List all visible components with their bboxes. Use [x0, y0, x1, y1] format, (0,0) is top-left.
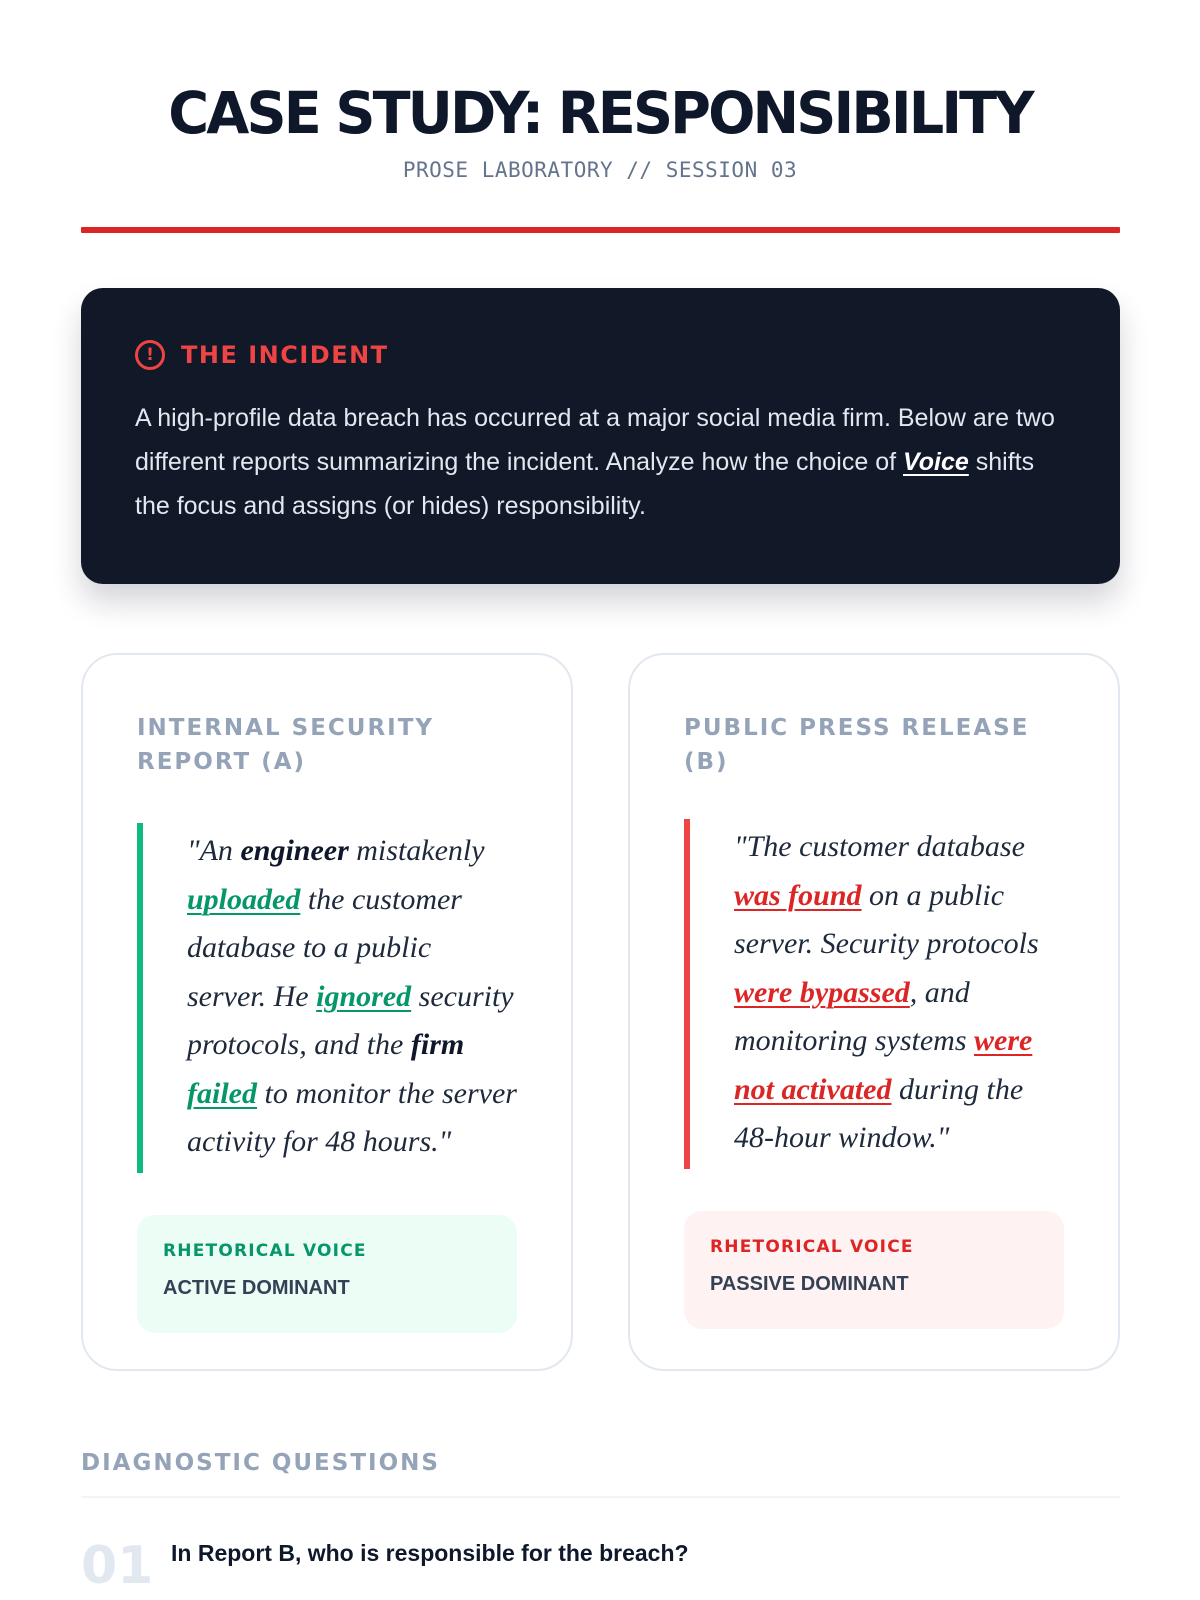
- quote-text: to monitor the server activity for 48 hours.": [187, 1076, 517, 1158]
- passive-verb-highlight: was found: [734, 878, 862, 912]
- page-header: [0, 0, 1200, 182]
- report-a-card: [81, 653, 573, 1371]
- voice-value: ACTIVE DOMINANT: [163, 1276, 350, 1299]
- voice-value: PASSIVE DOMINANT: [710, 1272, 909, 1295]
- voice-label: RHETORICAL VOICE: [163, 1240, 367, 1261]
- page-subtitle: PROSE LABORATORY // SESSION 03: [402, 158, 798, 182]
- diagnostic-title: DIAGNOSTIC QUESTIONS: [81, 1450, 440, 1476]
- voice-label: RHETORICAL VOICE: [710, 1236, 914, 1257]
- active-verb-highlight: failed: [187, 1076, 257, 1110]
- page-title: CASE STUDY: RESPONSIBILITY: [168, 79, 1032, 147]
- incident-label: THE INCIDENT: [181, 341, 389, 369]
- agent-highlight: firm: [410, 1028, 465, 1061]
- incident-text-after: shifts the focus and assigns (or hides) responsibility.: [135, 448, 1035, 520]
- report-a-voice-box: [137, 1215, 517, 1333]
- quote-text: during the 48-hour window.": [734, 1072, 1024, 1154]
- report-b-label: PUBLIC PRESS RELEASE (B): [684, 715, 1030, 775]
- question-number: 01: [81, 1536, 154, 1596]
- report-b-quote: [684, 819, 1064, 1169]
- quote-text: "The customer database: [734, 830, 1025, 863]
- agent-highlight: engineer: [240, 834, 349, 867]
- incident-header: [135, 340, 1066, 370]
- active-verb-highlight: uploaded: [187, 882, 301, 916]
- incident-panel: [81, 288, 1120, 584]
- quote-text: the customer database to a public server. He: [187, 882, 462, 1013]
- report-a-label: INTERNAL SECURITY REPORT (A): [137, 715, 435, 775]
- diagnostic-divider: [81, 1496, 1120, 1498]
- question-text: In Report B, who is responsible for the breach?: [171, 1540, 689, 1566]
- question-item: [81, 1536, 1120, 1600]
- passive-verb-highlight: were bypassed: [734, 975, 910, 1009]
- alert-circle-icon: !: [135, 340, 165, 370]
- incident-text-before: A high-profile data breach has occurred at a major social media firm. Below are two different reports summarizing the incident. Analyze how the choice of: [135, 404, 1055, 476]
- quote-text: security protocols, and the: [187, 979, 514, 1061]
- report-a-quote: [137, 823, 517, 1173]
- incident-description: [135, 396, 1066, 528]
- report-b-card: [628, 653, 1120, 1371]
- quote-text: on a public server. Security protocols: [734, 878, 1039, 960]
- report-b-voice-box: [684, 1211, 1064, 1329]
- header-divider: [81, 227, 1120, 233]
- quote-text: mistakenly: [348, 834, 485, 867]
- quote-text: "An: [187, 834, 241, 867]
- active-verb-highlight: ignored: [316, 979, 412, 1013]
- diagnostic-questions-section: [81, 1450, 1120, 1596]
- voice-emphasis: Voice: [903, 448, 969, 476]
- quote-text: , and monitoring systems: [734, 975, 974, 1057]
- passive-verb-highlight: were not activated: [734, 1024, 1033, 1106]
